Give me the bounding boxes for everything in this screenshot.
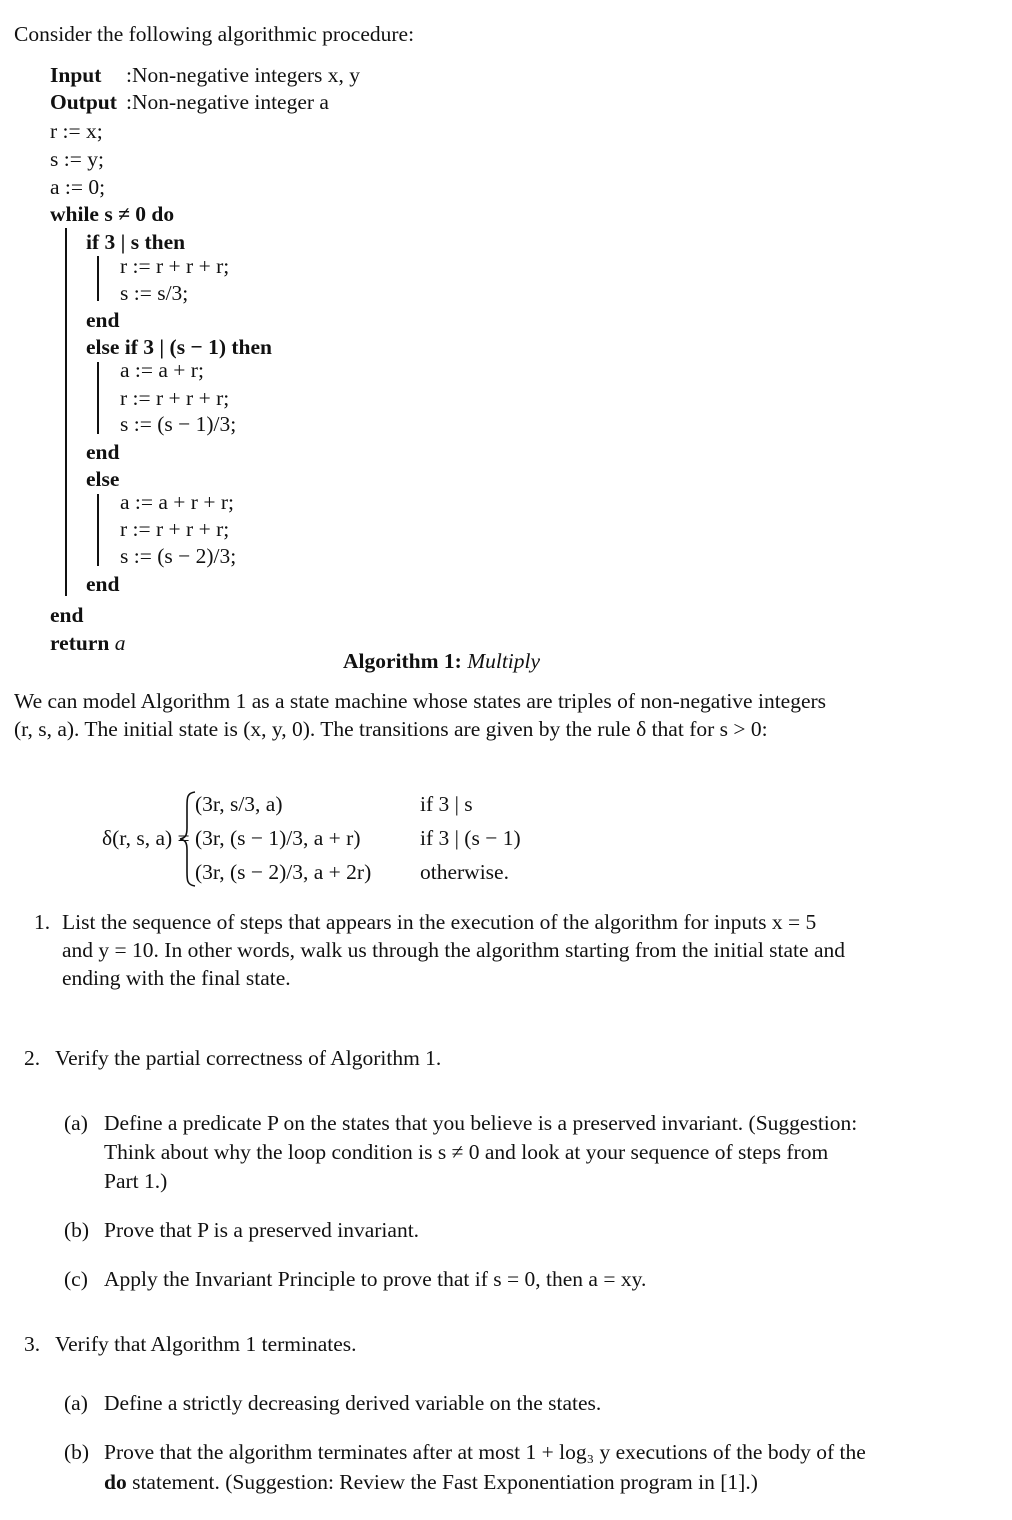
q1-line-1: List the sequence of steps that appears in the execution of the algorithm for inputs x = 5 [62,910,817,934]
q2a-label: (a) [64,1111,88,1135]
q1-number: 1. [34,910,51,934]
code-init-s: s := y; [50,147,104,171]
q2-number: 2. [24,1046,41,1070]
q2-text: Verify the partial correctness of Algorithm 1. [55,1046,442,1070]
algorithm-caption [343,651,540,673]
q3b-line-1: Prove that the algorithm terminates after at most 1 + log₃ y executions of the body of the [104,1440,866,1464]
while-body-bar [65,228,67,596]
q3b-line-2 [104,1472,758,1494]
intro-text: Consider the following algorithmic procedure: [14,22,415,46]
code-elseif-a: a := a + r; [120,358,204,382]
code-end-while: end [50,603,84,627]
code-else: else [86,467,120,491]
output-label: Output [50,90,117,114]
code-if1: if 3 | s then [86,230,186,254]
caption-label: Algorithm 1: [343,649,462,673]
case-3-condition: otherwise. [420,860,509,884]
q2c-label: (c) [64,1267,88,1291]
code-end3: end [86,572,120,596]
q2a-line-2: Think about why the loop condition is s ≠ 0 and look at your sequence of steps from [104,1140,829,1164]
q1-line-2: and y = 10. In other words, walk us through the algorithm starting from the initial state and [62,938,845,962]
code-elseif-s: s := (s − 1)/3; [120,412,237,436]
q3a-text: Define a strictly decreasing derived variable on the states. [104,1391,602,1415]
q3b-label: (b) [64,1440,90,1464]
code-else-a: a := a + r + r; [120,490,234,514]
q2a-line-1: Define a predicate P on the states that you believe is a preserved invariant. (Suggestion: [104,1111,858,1135]
q3-number: 3. [24,1332,41,1356]
code-init-r: r := x; [50,119,103,143]
model-text-line1: We can model Algorithm 1 as a state machine whose states are triples of non-negative integers [14,689,827,713]
code-elseif-r: r := r + r + r; [120,386,230,410]
case-1-value: (3r, s/3, a) [195,792,283,816]
q2b-text: Prove that P is a preserved invariant. [104,1218,420,1242]
code-while: while s ≠ 0 do [50,202,175,226]
code-if1-s: s := s/3; [120,281,189,305]
case-3-value: (3r, (s − 2)/3, a + 2r) [195,860,372,884]
output-desc: :Non-negative integer a [126,90,329,114]
q3a-label: (a) [64,1391,88,1415]
code-return: return a [50,631,126,655]
if1-body-bar [97,256,99,301]
code-else-r: r := r + r + r; [120,517,230,541]
q2a-line-3: Part 1.) [104,1169,168,1193]
input-label: Input [50,63,102,87]
else-body-bar [97,494,99,566]
code-if1-r: r := r + r + r; [120,254,230,278]
code-end1: end [86,308,120,332]
code-end2: end [86,440,120,464]
code-elseif: else if 3 | (s − 1) then [86,335,272,359]
q2b-label: (b) [64,1218,90,1242]
caption-name: Multiply [467,649,541,673]
input-desc: :Non-negative integers x, y [126,63,361,87]
elseif-body-bar [97,362,99,434]
q3b-do-keyword: do [104,1470,127,1494]
q3b-line-2-rest: statement. (Suggestion: Review the Fast Exponentiation program in [1].) [126,1470,758,1494]
transition-lhs: δ(r, s, a) = [102,826,190,850]
code-else-s: s := (s − 2)/3; [120,544,237,568]
case-2-condition: if 3 | (s − 1) [420,826,521,850]
q1-line-3: ending with the final state. [62,966,291,990]
code-init-a: a := 0; [50,175,106,199]
case-1-condition: if 3 | s [420,792,473,816]
q3-text: Verify that Algorithm 1 terminates. [55,1332,357,1356]
case-2-value: (3r, (s − 1)/3, a + r) [195,826,361,850]
q2c-text: Apply the Invariant Principle to prove that if s = 0, then a = xy. [104,1267,647,1291]
model-text-line2: (r, s, a). The initial state is (x, y, 0). The transitions are given by the rule δ that for s > 0: [14,717,768,741]
